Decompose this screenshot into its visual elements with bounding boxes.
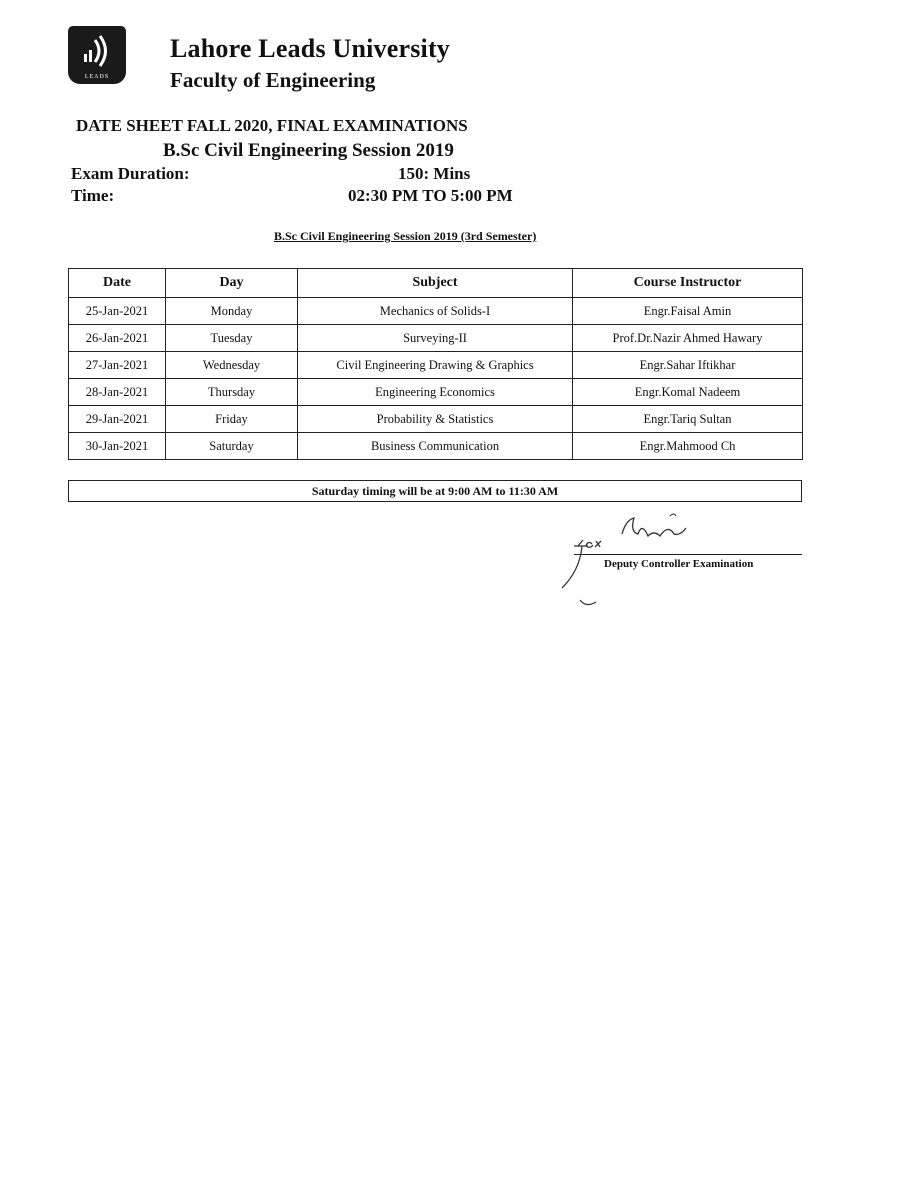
cell-subject: Business Communication (298, 433, 573, 460)
exam-duration-label: Exam Duration: (71, 164, 190, 183)
cell-instructor: Engr.Tariq Sultan (573, 406, 803, 433)
column-header-subject: Subject (298, 269, 573, 298)
table-row (69, 379, 803, 406)
date-sheet-table (68, 268, 803, 460)
cell-subject: Surveying-II (298, 325, 573, 352)
column-header-date: Date (69, 269, 166, 298)
cell-day: Saturday (166, 433, 298, 460)
cell-subject: Probability & Statistics (298, 406, 573, 433)
date-sheet-title: DATE SHEET FALL 2020, FINAL EXAMINATIONS (76, 116, 468, 135)
university-name: Lahore Leads University (170, 34, 451, 63)
signatory-title: Deputy Controller Examination (604, 558, 754, 570)
cell-date: 30-Jan-2021 (69, 433, 166, 460)
column-header-instructor: Course Instructor (573, 269, 803, 298)
svg-text:LEADS: LEADS (84, 74, 110, 80)
cell-subject: Engineering Economics (298, 379, 573, 406)
university-logo (68, 26, 126, 84)
faculty-name: Faculty of Engineering (170, 68, 376, 92)
table-row (69, 298, 803, 325)
table-row (69, 433, 803, 460)
cell-date: 25-Jan-2021 (69, 298, 166, 325)
cell-day: Monday (166, 298, 298, 325)
cell-instructor: Engr.Komal Nadeem (573, 379, 803, 406)
column-header-day: Day (166, 269, 298, 298)
table-row (69, 352, 803, 379)
cell-day: Wednesday (166, 352, 298, 379)
cell-instructor: Engr.Sahar Iftikhar (573, 352, 803, 379)
table-row (69, 406, 803, 433)
semester-heading: B.Sc Civil Engineering Session 2019 (3rd Semester) (274, 229, 537, 243)
exam-duration-value: 150: Mins (398, 164, 471, 183)
table-row (69, 325, 803, 352)
program-title: B.Sc Civil Engineering Session 2019 (163, 140, 454, 161)
cell-instructor: Engr.Mahmood Ch (573, 433, 803, 460)
exam-time-value: 02:30 PM TO 5:00 PM (348, 186, 513, 205)
cell-instructor: Prof.Dr.Nazir Ahmed Hawary (573, 325, 803, 352)
signature-line (574, 554, 802, 555)
cell-day: Thursday (166, 379, 298, 406)
cell-instructor: Engr.Faisal Amin (573, 298, 803, 325)
cell-date: 29-Jan-2021 (69, 406, 166, 433)
cell-subject: Mechanics of Solids-I (298, 298, 573, 325)
cell-day: Tuesday (166, 325, 298, 352)
saturday-timing-note: Saturday timing will be at 9:00 AM to 11:30 AM (68, 480, 802, 502)
cell-subject: Civil Engineering Drawing & Graphics (298, 352, 573, 379)
exam-time-label: Time: (71, 186, 115, 205)
cell-day: Friday (166, 406, 298, 433)
cell-date: 27-Jan-2021 (69, 352, 166, 379)
table-header-row (69, 269, 803, 298)
cell-date: 28-Jan-2021 (69, 379, 166, 406)
cell-date: 26-Jan-2021 (69, 325, 166, 352)
